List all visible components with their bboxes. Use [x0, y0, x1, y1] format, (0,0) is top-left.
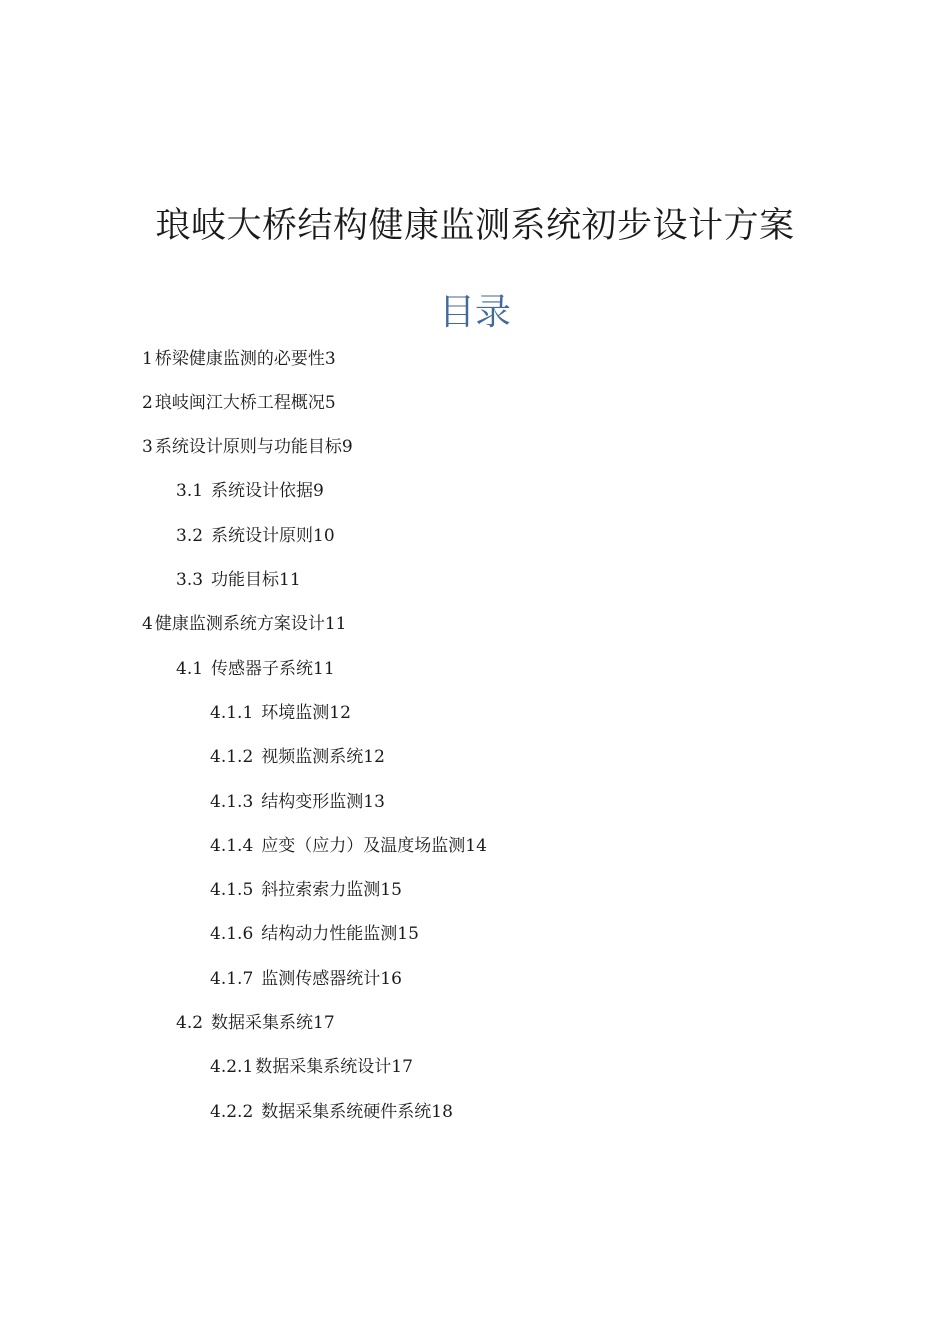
- document-title: 琅岐大桥结构健康监测系统初步设计方案: [155, 206, 795, 246]
- toc-entry-number: 4.1.5: [210, 880, 254, 900]
- toc-entry-number: 4.1.4: [210, 836, 254, 856]
- toc-entry[interactable]: [210, 834, 487, 858]
- toc-entry-page: 18: [431, 1102, 453, 1122]
- toc-entry-text: 监测传感器统计: [261, 969, 381, 989]
- toc-entry-text: 结构变形监测: [261, 792, 364, 812]
- toc-entry-text: 传感器子系统: [211, 659, 314, 679]
- toc-entry-page: 9: [313, 481, 324, 501]
- toc-entry-text: 数据采集系统: [211, 1013, 314, 1033]
- toc-entry[interactable]: [210, 790, 385, 814]
- toc-entry-page: 10: [313, 526, 335, 546]
- toc-entry-number: 4.2.2: [210, 1102, 254, 1122]
- toc-entry[interactable]: [142, 435, 353, 459]
- toc-entry[interactable]: [176, 479, 324, 503]
- toc-entry[interactable]: [176, 568, 301, 592]
- toc-entry-page: 14: [465, 836, 487, 856]
- toc-entry-text: 系统设计原则与功能目标: [154, 437, 342, 457]
- toc-entry-text: 系统设计原则: [211, 526, 314, 546]
- toc-entry-page: 5: [324, 393, 336, 413]
- toc-entry-text: 应变（应力）及温度场监测: [261, 836, 466, 856]
- toc-entry-page: 17: [391, 1057, 413, 1077]
- toc-entry-text: 健康监测系统方案设计: [154, 614, 325, 634]
- toc-entry-page: 15: [397, 924, 419, 944]
- toc-entry[interactable]: [176, 657, 335, 681]
- toc-entry-page: 11: [279, 570, 301, 590]
- toc-heading: 目录: [438, 292, 511, 333]
- toc-entry-number: 4.1: [176, 659, 204, 679]
- toc-entry-text: 结构动力性能监测: [261, 924, 398, 944]
- toc-entry-text: 琅岐闽江大桥工程概况: [154, 393, 325, 413]
- toc-entry-text: 环境监测: [261, 703, 330, 723]
- toc-entry-page: 3: [324, 349, 336, 369]
- toc-entry-number: 2: [142, 393, 153, 413]
- toc-entry[interactable]: [176, 1011, 335, 1035]
- toc-entry-text: 功能目标: [211, 570, 280, 590]
- toc-entry-number: 4: [142, 614, 153, 634]
- toc-entry[interactable]: [210, 878, 402, 902]
- toc-entry-number: 3: [142, 437, 153, 457]
- toc-entry-page: 15: [380, 880, 402, 900]
- toc-entry-number: 1: [142, 349, 153, 369]
- toc-entry-number: 3.2: [176, 526, 204, 546]
- toc-entry[interactable]: [142, 347, 336, 371]
- toc-entry-number: 3.1: [176, 481, 204, 501]
- toc-entry[interactable]: [210, 922, 419, 946]
- toc-entry-text: 数据采集系统硬件系统: [261, 1102, 432, 1122]
- toc-entry[interactable]: [210, 1055, 413, 1079]
- toc-entry[interactable]: [210, 967, 402, 991]
- toc-entry-page: 13: [363, 792, 385, 812]
- toc-entry-text: 数据采集系统设计: [255, 1057, 392, 1077]
- toc-entry[interactable]: [210, 1100, 453, 1124]
- toc-entry-page: 11: [313, 659, 335, 679]
- toc-entry[interactable]: [176, 524, 335, 548]
- toc-entry-page: 12: [329, 703, 351, 723]
- toc-entry-number: 4.1.3: [210, 792, 254, 812]
- toc-entry-page: 17: [313, 1013, 335, 1033]
- toc-entry-text: 视频监测系统: [261, 747, 364, 767]
- toc-entry[interactable]: [142, 391, 336, 415]
- toc-entry-page: 9: [341, 437, 353, 457]
- toc-entry-text: 桥梁健康监测的必要性: [154, 349, 325, 369]
- toc-entry[interactable]: [210, 701, 351, 725]
- toc-entry-text: 斜拉索索力监测: [261, 880, 381, 900]
- toc-entry-number: 4.1.2: [210, 747, 254, 767]
- toc-entry-number: 4.1.1: [210, 703, 254, 723]
- toc-entry-number: 4.1.6: [210, 924, 254, 944]
- toc-entry-page: 12: [363, 747, 385, 767]
- toc-entry[interactable]: [142, 612, 346, 636]
- toc-entry-text: 系统设计依据: [211, 481, 314, 501]
- toc-entry[interactable]: [210, 745, 385, 769]
- toc-entry-page: 16: [380, 969, 402, 989]
- toc-entry-number: 4.1.7: [210, 969, 254, 989]
- toc-entry-number: 3.3: [176, 570, 204, 590]
- toc-entry-number: 4.2.1: [210, 1057, 254, 1077]
- toc-entry-number: 4.2: [176, 1013, 204, 1033]
- toc-entry-page: 11: [324, 614, 347, 634]
